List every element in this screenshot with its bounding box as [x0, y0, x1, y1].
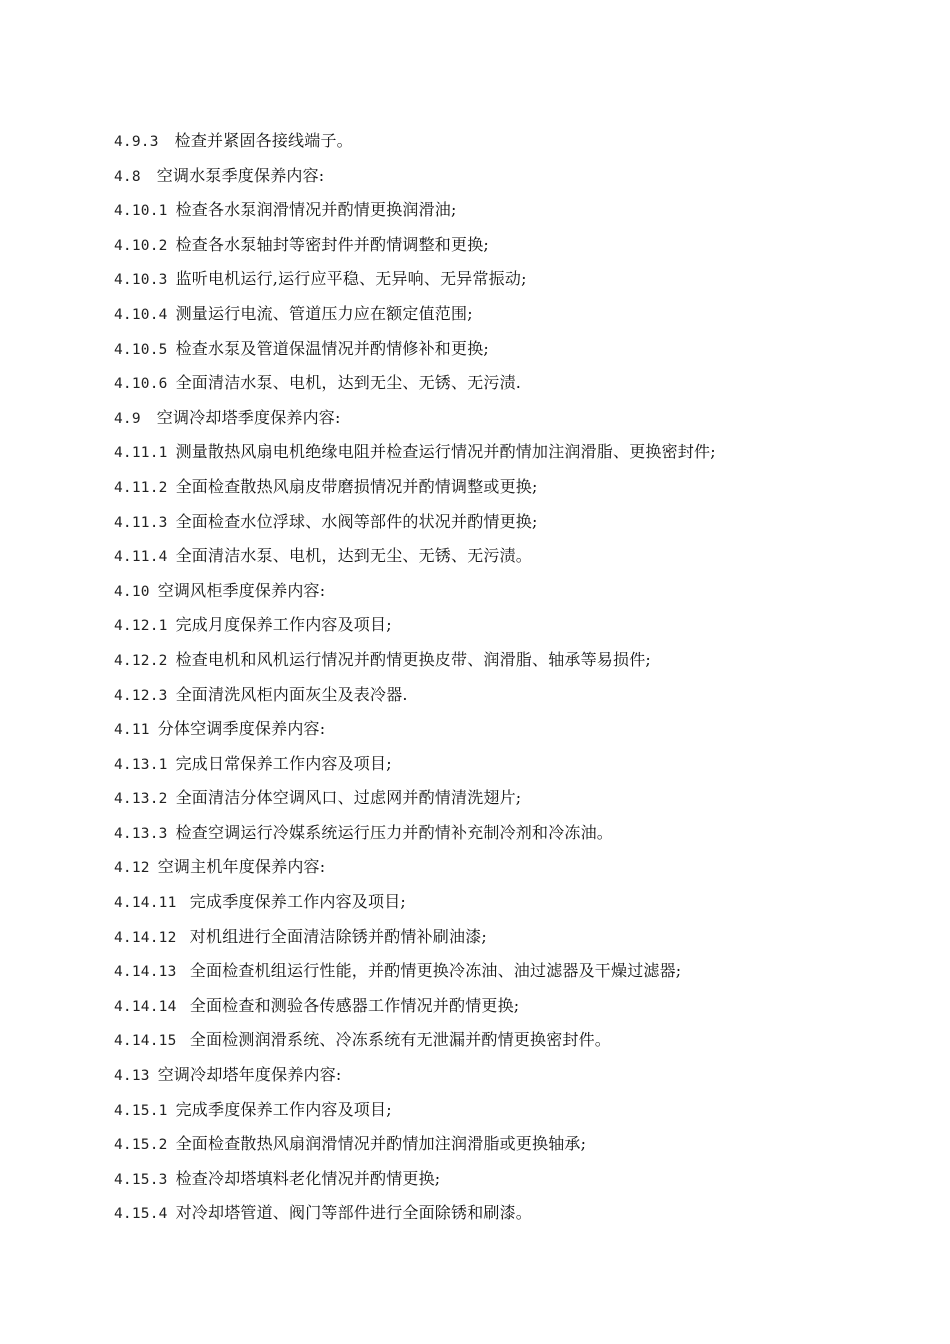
text-line	[114, 850, 874, 885]
section-number: 4.10.4	[114, 306, 168, 323]
section-number: 4.10.1	[114, 203, 168, 220]
text-line	[114, 366, 874, 401]
section-number: 4.14.13	[114, 964, 177, 981]
section-text: 对冷却塔管道、阀门等部件进行全面除锈和刷漆。	[175, 1203, 532, 1223]
section-text: 全面检查散热风扇皮带磨损情况并酌情调整或更换;	[175, 476, 538, 496]
text-line	[114, 816, 874, 851]
text-line	[114, 124, 874, 159]
section-text: 检查并紧固各接线端子。	[174, 131, 353, 150]
section-number: 4.11	[114, 722, 150, 739]
text-line	[114, 159, 874, 194]
section-text: 空调冷却塔年度保养内容:	[157, 1065, 342, 1085]
text-line	[114, 401, 874, 436]
section-number: 4.14.14	[114, 998, 177, 1015]
section-text: 分体空调季度保养内容:	[157, 719, 326, 739]
section-number: 4.10.3	[114, 272, 168, 289]
document-body	[114, 124, 874, 1231]
text-line	[114, 1023, 874, 1058]
section-number: 4.10.5	[114, 341, 168, 358]
section-number: 4.13	[114, 1068, 150, 1085]
text-line	[114, 608, 874, 643]
text-line	[114, 678, 874, 713]
text-line	[114, 505, 874, 540]
text-line	[114, 574, 874, 609]
section-number: 4.11.1	[114, 445, 168, 462]
text-line	[114, 435, 874, 470]
section-text: 全面清洁水泵、电机，达到无尘、无锈、无污渍.	[175, 373, 522, 393]
text-line	[114, 1058, 874, 1093]
section-number: 4.14.15	[114, 1033, 177, 1050]
text-line	[114, 954, 874, 989]
section-number: 4.12	[114, 860, 150, 877]
section-number: 4.11.4	[114, 549, 168, 566]
section-number: 4.8	[114, 168, 141, 185]
section-text: 全面清洁分体空调风口、过虑网并酌情清洗翅片;	[175, 788, 522, 808]
section-number: 4.13.1	[114, 756, 168, 773]
section-text: 全面检测润滑系统、冷冻系统有无泄漏并酌情更换密封件。	[184, 1030, 612, 1050]
text-line	[114, 781, 874, 816]
section-number: 4.14.12	[114, 929, 177, 946]
text-line	[114, 1196, 874, 1231]
text-line	[114, 712, 874, 747]
text-line	[114, 470, 874, 505]
text-line	[114, 643, 874, 678]
section-number: 4.12.1	[114, 618, 168, 635]
section-text: 检查水泵及管道保温情况并酌情修补和更换;	[175, 338, 489, 358]
text-line	[114, 747, 874, 782]
text-line	[114, 332, 874, 367]
section-text: 检查各水泵轴封等密封件并酌情调整和更换;	[175, 234, 489, 254]
section-text: 全面清洁水泵、电机，达到无尘、无锈、无污渍。	[175, 546, 532, 566]
section-number: 4.10.6	[114, 376, 168, 393]
section-text: 检查各水泵润滑情况并酌情更换润滑油;	[175, 200, 457, 220]
section-text: 空调主机年度保养内容:	[157, 857, 326, 877]
section-number: 4.12.3	[114, 687, 168, 704]
section-text: 测量运行电流、管道压力应在额定值范围;	[175, 303, 473, 323]
section-number: 4.10	[114, 583, 150, 600]
section-number: 4.11.2	[114, 479, 168, 496]
section-text: 测量散热风扇电机绝缘电阻并检查运行情况并酌情加注润滑脂、更换密封件;	[175, 442, 716, 462]
section-text: 完成季度保养工作内容及项目;	[175, 1099, 392, 1119]
text-line	[114, 1162, 874, 1197]
section-text: 检查冷却塔填料老化情况并酌情更换;	[175, 1168, 441, 1188]
section-text: 空调水泵季度保养内容:	[156, 165, 325, 185]
section-text: 全面检查和测验各传感器工作情况并酌情更换;	[184, 995, 520, 1015]
text-line	[114, 1127, 874, 1162]
section-text: 完成日常保养工作内容及项目;	[175, 753, 392, 773]
section-text: 完成月度保养工作内容及项目;	[175, 615, 392, 635]
text-line	[114, 989, 874, 1024]
section-number: 4.14.11	[114, 895, 177, 912]
section-text: 检查电机和风机运行情况并酌情更换皮带、润滑脂、轴承等易损件;	[175, 649, 651, 669]
section-text: 空调冷却塔季度保养内容:	[156, 407, 341, 427]
text-line	[114, 885, 874, 920]
section-text: 空调风柜季度保养内容:	[157, 580, 326, 600]
text-line	[114, 920, 874, 955]
text-line	[114, 539, 874, 574]
text-line	[114, 228, 874, 263]
section-text: 对机组进行全面清洁除锈并酌情补刷油漆;	[184, 926, 487, 946]
section-text: 全面检查水位浮球、水阀等部件的状况并酌情更换;	[175, 511, 538, 531]
section-text: 检查空调运行冷媒系统运行压力并酌情补充制冷剂和冷冻油。	[175, 822, 613, 842]
section-text: 完成季度保养工作内容及项目;	[184, 892, 406, 912]
section-number: 4.12.2	[114, 652, 168, 669]
section-number: 4.13.3	[114, 825, 168, 842]
text-line	[114, 193, 874, 228]
section-number: 4.15.1	[114, 1102, 168, 1119]
section-number: 4.15.4	[114, 1206, 168, 1223]
section-text: 全面清洗风柜内面灰尘及表冷器.	[175, 684, 408, 704]
section-text: 全面检查机组运行性能，并酌情更换冷冻油、油过滤器及干燥过滤器;	[184, 961, 682, 981]
section-number: 4.13.2	[114, 791, 168, 808]
section-text: 全面检查散热风扇润滑情况并酌情加注润滑脂或更换轴承;	[175, 1134, 587, 1154]
section-number: 4.9	[114, 410, 141, 427]
section-number: 4.15.3	[114, 1171, 168, 1188]
section-number: 4.15.2	[114, 1137, 168, 1154]
section-text: 监听电机运行,运行应平稳、无异响、无异常振动;	[175, 269, 527, 289]
text-line	[114, 297, 874, 332]
text-line	[114, 262, 874, 297]
text-line	[114, 1093, 874, 1128]
section-number: 4.11.3	[114, 514, 168, 531]
section-number: 4.10.2	[114, 237, 168, 254]
section-number: 4.9.3	[114, 134, 159, 150]
